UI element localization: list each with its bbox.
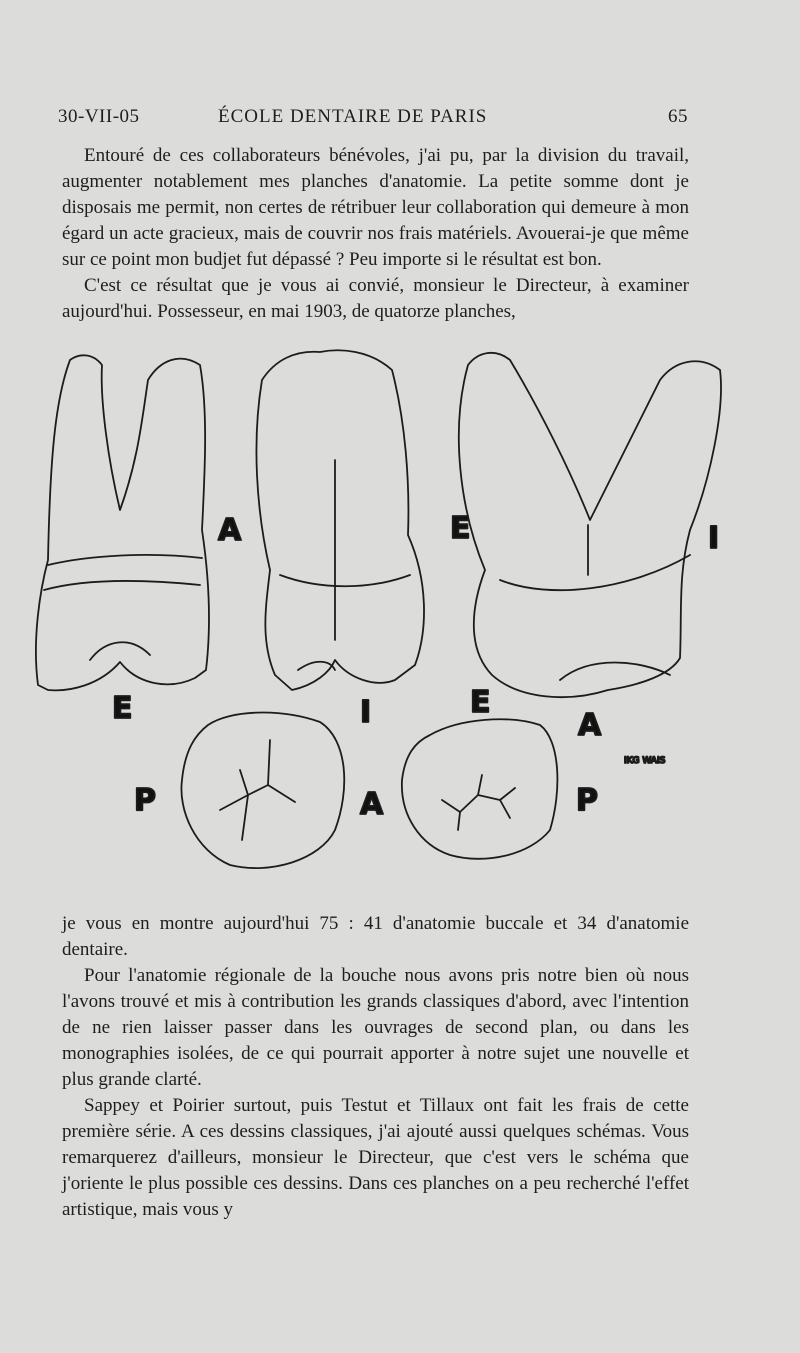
running-header — [58, 106, 688, 136]
paragraph: Entouré de ces collaborateurs bénévoles, j'ai pu, par la division du travail, augmenter notablement mes planches d'anatomie. La petite somme dont je disposais me permit, non certes de rétribuer leur collaboration qui demeure à mon égard un acte gracieux, mais de couvrir nos frais matériels. Avouerai-je que même sur ce point mon budjet fut dépassé ? Peu importe si le résultat est bon. — [62, 145, 689, 270]
label-p-left: P — [134, 783, 156, 818]
page-number: 65 — [668, 106, 688, 127]
crown-occlusal-right — [402, 719, 558, 859]
paragraph: Sappey et Poirier surtout, puis Testut et Tillaux ont fait les frais de cette première série. A ces dessins classiques, j'ai ajouté aussi quelques schémas. Vous remarquerez d'ailleurs, monsieur le Directeur, que c'est vers le schéma que j'oriente le plus possible ces dessins. Dans ces planches on a peu recherché l'effet artistique, mais vous y — [62, 1095, 689, 1220]
label-a-right: A — [578, 708, 602, 743]
tooth-drawings — [30, 340, 750, 900]
header-date: 30-VII-05 — [58, 106, 140, 127]
engraver-mark: IKG WAIS — [624, 756, 666, 766]
label-i-right: I — [708, 521, 720, 556]
tooth-illustration — [30, 340, 750, 900]
crown-occlusal-left — [181, 713, 344, 869]
label-e-upper: E — [450, 511, 471, 546]
paragraph: Pour l'anatomie régionale de la bouche nous avons pris notre bien où nous l'avons trouvé et mis à contribution les grands classiques d'abord, avec l'intention de ne rien laisser passer dans les ouvrages de second plan, ou dans les monographies isolées, de ce qui pourrait apporter à notre sujet une nouvelle et plus grande clarté. — [62, 965, 689, 1090]
tooth-drawing-center — [256, 350, 424, 690]
body-text-bottom — [62, 911, 689, 1223]
label-e-mid: E — [470, 685, 491, 720]
label-p-right: P — [576, 783, 598, 818]
body-text-top — [62, 143, 689, 325]
tooth-drawing-right — [459, 353, 721, 697]
paragraph: je vous en montre aujourd'hui 75 : 41 d'anatomie buccale et 34 d'anatomie dentaire. — [62, 913, 689, 960]
tooth-drawing-left — [36, 355, 209, 690]
label-a-center: A — [360, 787, 384, 822]
label-e-left: E — [112, 691, 133, 726]
header-title: ÉCOLE DENTAIRE DE PARIS — [218, 106, 488, 127]
label-i-mid: I — [360, 695, 372, 730]
label-a-upper: A — [218, 513, 242, 548]
paragraph: C'est ce résultat que je vous ai convié, monsieur le Directeur, à examiner aujourd'hui. Possesseur, en mai 1903, de quatorze planches, — [62, 275, 689, 322]
